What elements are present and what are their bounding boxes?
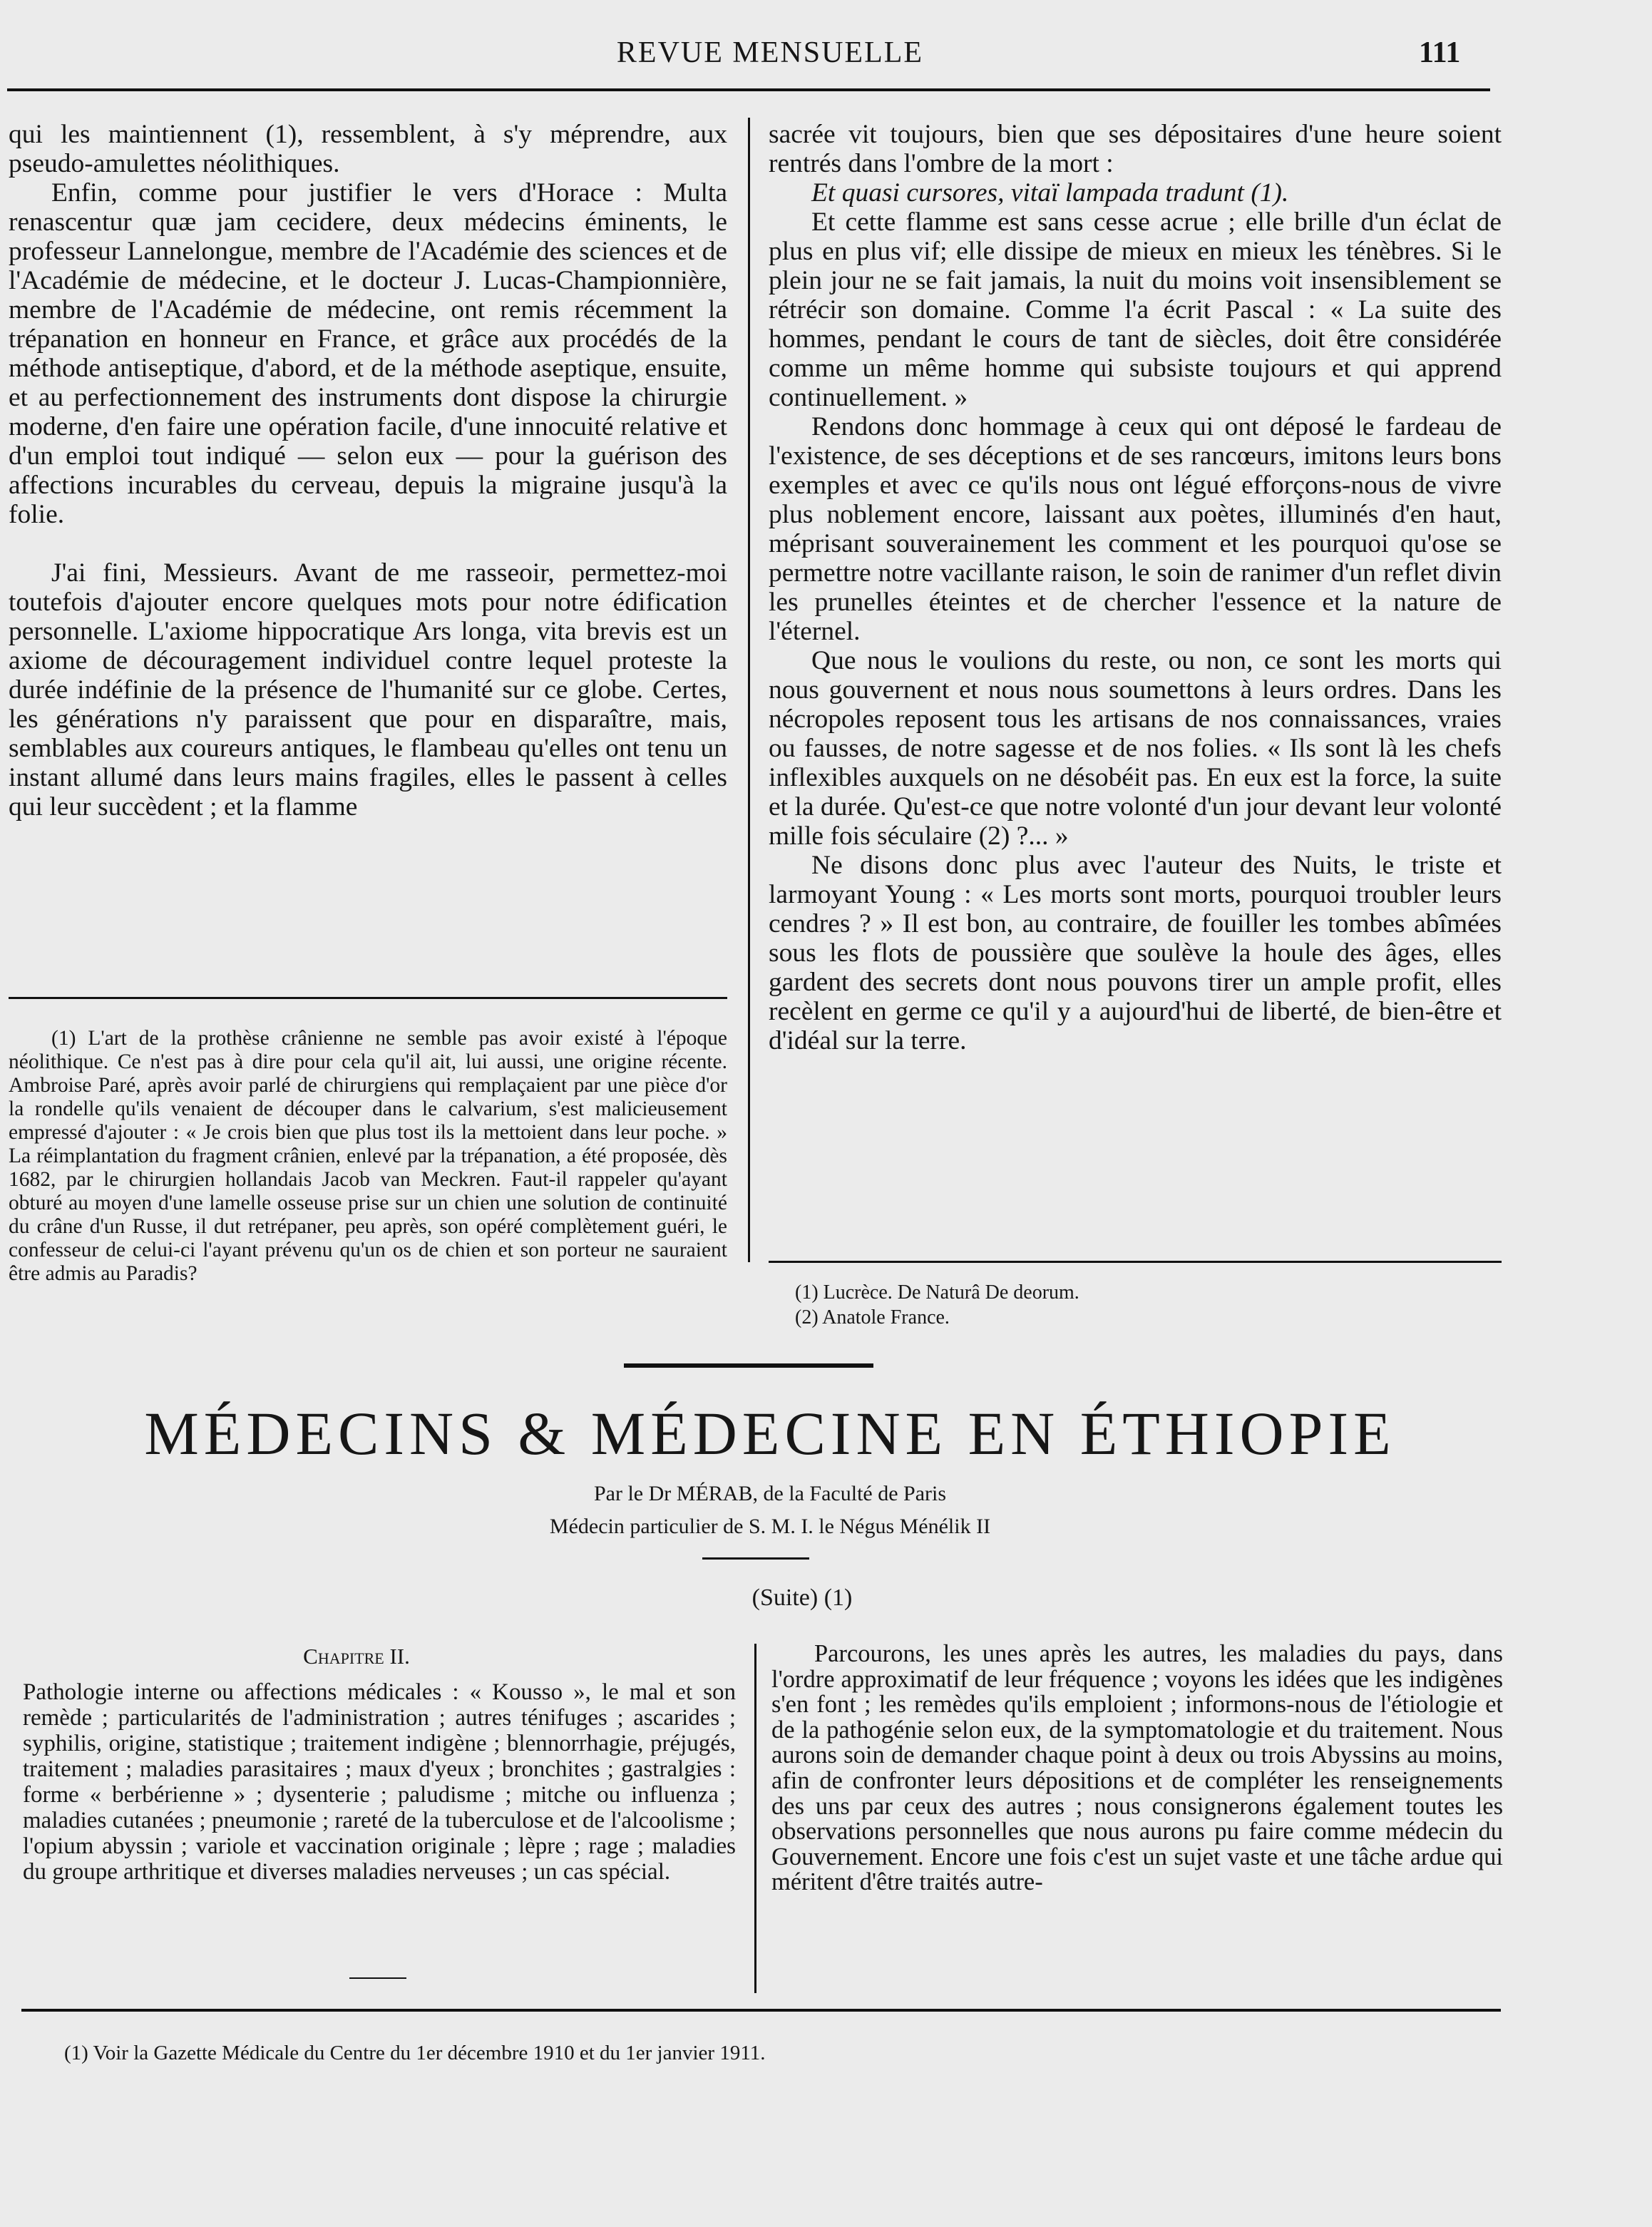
summary-end-dash (349, 1977, 406, 1979)
title-top-rule (624, 1363, 873, 1368)
article-title: MÉDECINS & MÉDECINE EN ÉTHIOPIE (144, 1399, 1396, 1468)
bottom-footnote-rule (21, 2009, 1501, 2012)
right-footnote-rule (769, 1261, 1502, 1263)
column-divider (748, 118, 750, 1262)
left-column (9, 120, 727, 821)
page-number: 111 (1419, 36, 1461, 69)
bottom-footnote: (1) Voir la Gazette Médicale du Centre du 1er décembre 1910 et du 1er janvier 1911. (64, 2042, 766, 2064)
left-paragraph: J'ai fini, Messieurs. Avant de me rasseoir, permettez-moi toutefois d'ajouter encore quelques mots pour notre édification personnelle. L'axiome hippocratique Ars longa, vita brevis est un axiome de découragement individuel contre lequel proteste la durée indéfinie de la présence de l'humanité sur ce globe. Certes, les générations n'y paraissent que pour en disparaître, mais, semblables aux coureurs antiques, le flambeau qu'elles ont tenu un instant allumé dans leurs mains fragiles, elles le passent à celles qui leur succèdent ; et la flamme (9, 558, 727, 821)
left-paragraph: qui les maintiennent (1), ressemblent, à s'y méprendre, aux pseudo-amulettes néolithiques. (9, 120, 727, 178)
continuation-note: (Suite) (1) (751, 1585, 853, 1611)
lower-column-divider (754, 1644, 756, 1993)
right-paragraph: sacrée vit toujours, bien que ses dépositaires d'une heure soient rentrés dans l'ombre de la mort : (769, 120, 1502, 178)
chapter-heading: Chapitre II. (303, 1644, 410, 1669)
article-body: Parcourons, les unes après les autres, les maladies du pays, dans l'ordre approximatif de leur fréquence ; voyons les idées que les indigènes s'en font ; les remèdes qu'ils emploient ; informons-nous de l'étiologie et de la pathogénie selon eux, de la symptomatologie et du traitement. Nous aurons soin de demander chaque point à deux ou trois Abyssins au moins, afin de confronter leurs dépositions et de compléter les renseignements des uns par ceux des autres ; nous consignerons également toutes les observations personnelles que nous aurons pu faire comme médecin du Gouvernement. Encore une fois c'est un sujet vaste et une tâche ardue qui méritent d'être traités autre- (771, 1640, 1503, 1896)
right-paragraph: Rendons donc hommage à ceux qui ont déposé le fardeau de l'existence, de ses déceptions et de ses rancœurs, imitons leurs bons exemples et avec ce qu'ils nous ont légué efforçons-nous de vivre plus noblement encore, laissant aux poètes, illuminés d'en haut, méprisant souverainement les comment et les pourquoi qu'ose se permettre notre vacillante raison, le soin de ranimer d'un reflet divin les prunelles éteintes et de chercher l'essence et la nature de l'éternel. (769, 412, 1502, 646)
left-footnote-rule (9, 997, 727, 999)
right-footnotes: (1) Lucrèce. De Naturâ De deorum. (2) Anatole France. (795, 1281, 1079, 1328)
right-paragraph: Que nous le voulions du reste, ou non, ce sont les morts qui nous gouvernent et nous nous soumettons à leurs ordres. Dans les nécropoles reposent tous les artisans de nos connaissances, vraies ou fausses, de notre sagesse et de nos folies. « Ils sont là les chefs inflexibles auxquels on ne désobéit pas. En eux est la force, la suite et la durée. Qu'est-ce que notre volonté d'un jour devant leur volonté mille fois séculaire (2) ?... » (769, 646, 1502, 851)
left-footnote: (1) L'art de la prothèse crânienne ne semble pas avoir existé à l'époque néolithique. Ce n'est pas à dire pour cela qu'il ait, lui aussi, une origine récente. Ambroise Paré, après avoir parlé de chirurgiens qui remplaçaient par une pièce d'or la rondelle qu'ils venaient de découper dans le calvarium, s'est malicieusement empressé d'ajouter : « Je crois bien que plus tost ils la mettoient dans leur poche. » La réimplantation du fragment crânien, enlevé par la trépanation, a été proposée, dès 1682, par le chirurgien hollandais Jacob van Meckren. Faut-il rappeler qu'ayant obturé au moyen d'une lamelle osseuse prise sur un chien une solution de continuité du crâne d'un Russe, il dut retrépaner, peu après, son opéré complètement guéri, le confesseur de celui-ci l'ayant prévenu qu'un os de chien et son porteur ne sauraient être admis au Paradis? (9, 1027, 727, 1285)
right-paragraph: Et cette flamme est sans cesse acrue ; elle brille d'un éclat de plus en plus vif; elle dissipe de mieux en mieux les ténèbres. Si le plein jour ne se fait jamais, la nuit du moins voit insensiblement se rétrécir son domaine. Comme l'a écrit Pascal : « La suite des hommes, pendant le cours de tant de siècles, doit être considérée comme un même homme qui subsiste toujours et qui apprend continuellement. » (769, 208, 1502, 412)
byline-rule (702, 1557, 809, 1560)
running-header: REVUE MENSUELLE (616, 36, 924, 69)
author-byline: Par le Dr MÉRAB, de la Faculté de Paris (593, 1482, 947, 1505)
left-paragraph: Enfin, comme pour justifier le vers d'Horace : Multa renascentur quæ jam cecidere, deux médecins éminents, le professeur Lannelongue, membre de l'Académie des sciences et de l'Académie de médecine, et le docteur J. Lucas-Championnière, membre de l'Académie de médecine, ont remis récemment la trépanation en honneur en France, et grâce aux procédés de la méthode antiseptique, d'abord, et de la méthode aseptique, ensuite, et au perfectionnement des instruments dont dispose la chirurgie moderne, d'en faire une opération facile, d'une innocuité relative et d'un emploi tout indiqué — selon eux — pour la guérison des affections incurables du cerveau, depuis la migraine jusqu'à la folie. (9, 178, 727, 529)
chapter-summary: Pathologie interne ou affections médicales : « Kousso », le mal et son remède ; particularités de l'administration ; autres ténifuges ; ascarides ; syphilis, origine, statistique ; traitement indigène ; blennorrhagie, préjugés, traitement ; maladies parasitaires ; maux d'yeux ; bronchites ; gastralgies : forme « berbérienne » ; dysenterie ; paludisme ; mitche ou influenza ; maladies cutanées ; pneumonie ; rareté de la tuberculose et de l'alcoolisme ; l'opium abyssin ; variole et vaccination originale ; lèpre ; rage ; maladies du groupe arthritique et diverses maladies nerveuses ; un cas spécial. (23, 1679, 736, 1885)
header-rule (7, 88, 1490, 91)
right-column (769, 120, 1502, 1055)
right-paragraph: Ne disons donc plus avec l'auteur des Nuits, le triste et larmoyant Young : « Les morts sont morts, pourquoi troubler leurs cendres ? » Il est bon, au contraire, de fouiller les tombes abîmées sous les flots de poussière que soulève la houle des âges, elles gardent des secrets dont nous pouvons tirer un ample profit, elles recèlent en germe ce qu'il y a aujourd'hui de liberté, de bien-être et d'idéal sur la terre. (769, 851, 1502, 1055)
verse-quote: Et quasi cursores, vitaï lampada tradunt (1). (811, 178, 1289, 208)
author-title: Médecin particulier de S. M. I. le Négus Ménélik II (549, 1515, 991, 1538)
